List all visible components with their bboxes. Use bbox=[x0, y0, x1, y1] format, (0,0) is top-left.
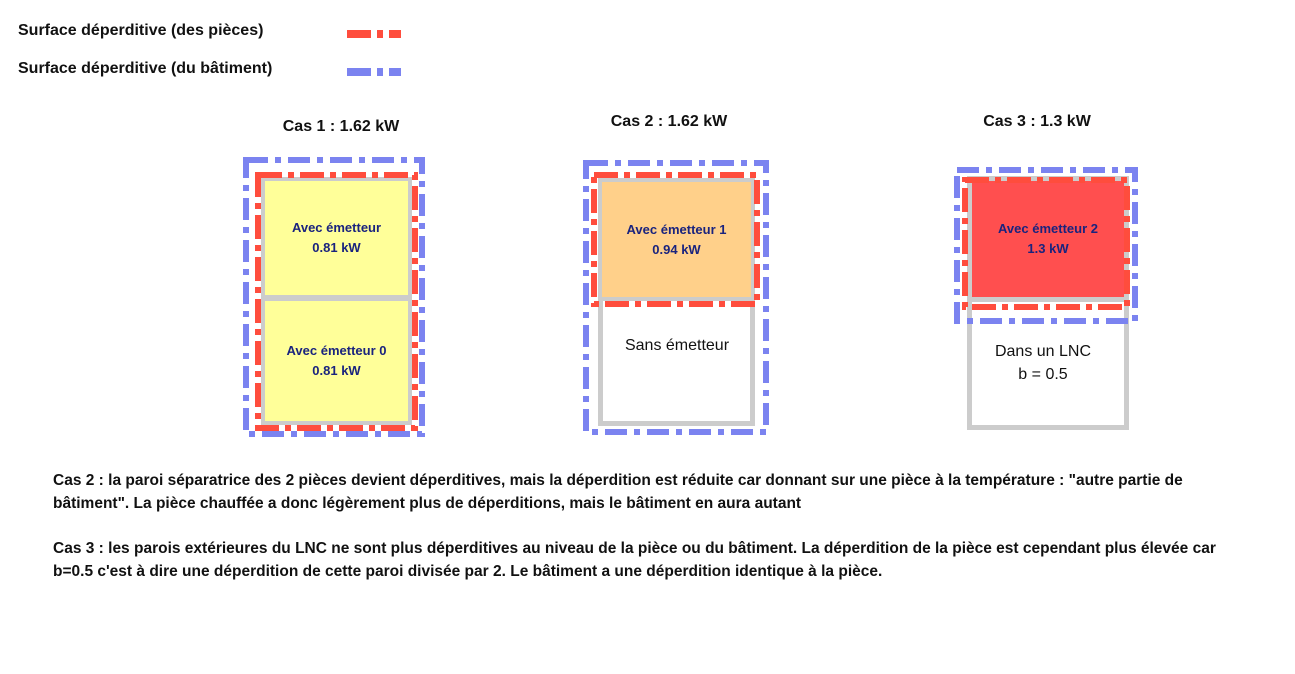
case1-room-bottom bbox=[261, 297, 412, 425]
case3-lnc-label bbox=[995, 340, 1091, 386]
case3-room bbox=[967, 176, 1129, 302]
note-cas2: Cas 2 : la paroi séparatrice des 2 pièces devient déperditives, mais la déperdition est réduite car donnant sur une pièce à la température : "autre partie de bâtiment". La pièce chauffée a donc légèrement plus de déperditions, mais le bâtiment en aura autant bbox=[53, 472, 1183, 512]
room-name: Avec émetteur 1 bbox=[626, 221, 727, 237]
lnc-line1: Dans un LNC bbox=[994, 343, 1092, 360]
room-name: Avec émetteur 0 bbox=[286, 343, 387, 358]
case1-title: Cas 1 : 1.62 kW bbox=[282, 118, 400, 135]
room-power: 0.94 kW bbox=[652, 241, 701, 257]
case3-title: Cas 3 : 1.3 kW bbox=[983, 113, 1091, 130]
room-name: Avec émetteur 2 bbox=[998, 221, 1098, 236]
lnc-line2: b = 0.5 bbox=[1018, 366, 1068, 383]
case2-unheated-space bbox=[598, 296, 755, 426]
room-power: 1.3 kW bbox=[1027, 241, 1069, 256]
case1-room-top bbox=[261, 177, 412, 299]
room-name: Avec émetteur bbox=[291, 220, 382, 235]
room-power: 0.81 kW bbox=[312, 240, 361, 255]
case2-other-space-label: Sans émetteur bbox=[624, 337, 730, 354]
case2-room bbox=[598, 178, 755, 301]
legend-room-label: Surface déperditive (des pièces) bbox=[18, 22, 264, 39]
room-power: 0.81 kW bbox=[312, 363, 361, 378]
case2-title: Cas 2 : 1.62 kW bbox=[610, 113, 728, 130]
legend-building-label: Surface déperditive (du bâtiment) bbox=[18, 60, 273, 77]
note-cas3: Cas 3 : les parois extérieures du LNC ne sont plus déperditives au niveau de la pièce ou du bâtiment. La déperdition de la pièce est cependant plus élevée car b=0.5 c'est à dire une déperdition de cette paroi divisée par 2. Le bâtiment a une déperdition identique à la pièce. bbox=[53, 540, 1216, 580]
legend-building-swatch bbox=[345, 65, 405, 79]
legend-room-swatch bbox=[345, 27, 405, 41]
